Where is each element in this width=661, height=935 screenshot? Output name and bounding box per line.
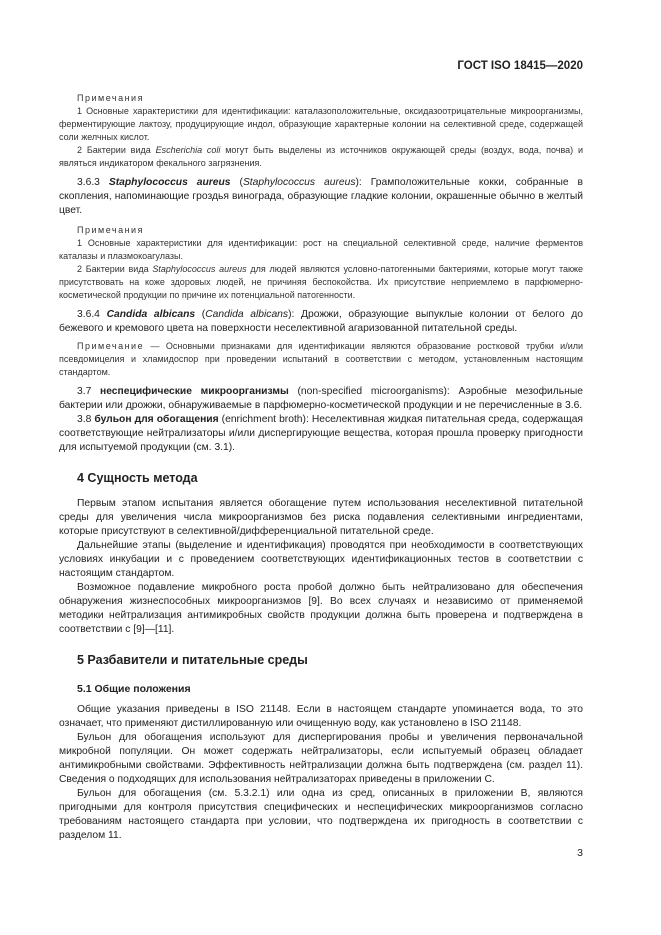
clause-3-6-3: 3.6.3 Staphylococcus aureus (Staphylococcus aureus): Грамположительные кокки, собранные в скопления, напоминающие гроздья винограда, образующие гладкие колонии, окрашенные обычно в желтый цвет.: [59, 177, 584, 216]
subsection-5-1-heading: 5.1 Общие положения: [77, 683, 191, 695]
note-item: 2 Бактерии вида Escherichia coli могут быть выделены из источников окружающей среды (воздух, вода, почва) и являться индикатором фекального загрязнения.: [59, 145, 583, 168]
paragraph: Бульон для обогащения используют для диспергирования пробы и увеличения первоначальной микробной популяции. Он может содержать нейтрализаторы, если испытуемый образец обладает антимикробными свойствами. Эффективность нейтрализации должна быть подтверждена (см. раздел 11). Сведения о подходящих для использования нейтрализаторах приведены в приложении С.: [59, 732, 583, 785]
paragraph: Первым этапом испытания является обогащение путем использования неселективной питательной среды для увеличения числа микроорганизмов без риска подавления селективными ингредиентами, которые присутствуют в селективной/дифференциальной питательной среде.: [59, 498, 583, 537]
section-4-heading: 4 Сущность метода: [77, 471, 198, 485]
paragraph: Дальнейшие этапы (выделение и идентификация) проводятся при необходимости в соответствующих условиях инкубации и с проведением соответствующих идентификационных тестов в соответствии с настоящим стандартом.: [59, 540, 583, 579]
notes-title: Примечания: [77, 225, 144, 235]
notes-title: Примечания: [77, 93, 144, 103]
paragraph: Возможное подавление микробного роста пробой должно быть нейтрализовано для обеспечения обнаружения жизнеспособных микроорганизмов [9]. Во всех случаях и независимо от применяемой методики нейтрализация антимикробных свойств продукции должна быть проверена и подтверждена в соответствии с [9]—[11].: [59, 582, 583, 635]
clause-3-6-4: 3.6.4 Candida albicans (Candida albicans): Дрожжи, образующие выпуклые колонии от белого до бежевого и кремового цвета на поверхности неселективной агаризованной питательной среды.: [59, 309, 583, 334]
note-item: 1 Основные характеристики для идентификации: каталазоположительные, оксидазоотрицательные микроорганизмы, ферментирующие лактозу, продуцирующие индол, образующие характерные колонии на селективной среде, содержащей соли желчных кислот.: [59, 106, 583, 142]
clause-3-8: 3.8 бульон для обогащения (enrichment broth): Неселективная жидкая питательная среда, содержащая соответствующие нейтрализаторы и/или диспергирующие вещества, которая прошла проверку пригодности для испытуемой продукции (см. 3.1).: [59, 414, 584, 453]
note-single: Примечание — Основными признаками для идентификации являются образование ростковой трубки и/или псевдомицелия и хламидоспор при проведении испытаний в соответствии с методом, установленным настоящим стандартом.: [59, 341, 583, 377]
page-number: 3: [577, 847, 583, 859]
note-item: 1 Основные характеристики для идентификации: рост на специальной селективной среде, наличие ферментов каталазы и плазмокоагулазы.: [59, 238, 583, 261]
paragraph: Общие указания приведены в ISO 21148. Если в настоящем стандарте упоминается вода, то это означает, что применяют дистиллированную или очищенную воду, как установлено в ISO 21148.: [59, 704, 583, 729]
note-item: 2 Бактерии вида Staphylococcus aureus для людей являются условно-патогенными бактериями, которые могут также присутствовать на коже здоровых людей, не причиняя беспокойства. Их присутствие неприемлемо в парфюмерно-косметической продукции по причине их потенциальной патогенности.: [59, 264, 583, 300]
section-5-heading: 5 Разбавители и питательные среды: [77, 653, 308, 667]
clause-3-7: 3.7 неспецифические микроорганизмы (non-specified microorganisms): Аэробные мезофильные бактерии или дрожжи, обнаруживаемые в парфюмерно-косметической продукции и не перечисленные в 3.6.: [59, 386, 583, 411]
standard-code: ГОСТ ISO 18415—2020: [457, 60, 583, 72]
page-content: [59, 92, 583, 843]
paragraph: Бульон для обогащения (см. 5.3.2.1) или одна из сред, описанных в приложении В, являются пригодными для контроля присутствия специфических и неспецифических микроорганизмов согласно требованиям настоящего стандарта при условии, что подтверждена их пригодность в соответствии с разделом 11.: [59, 788, 583, 841]
